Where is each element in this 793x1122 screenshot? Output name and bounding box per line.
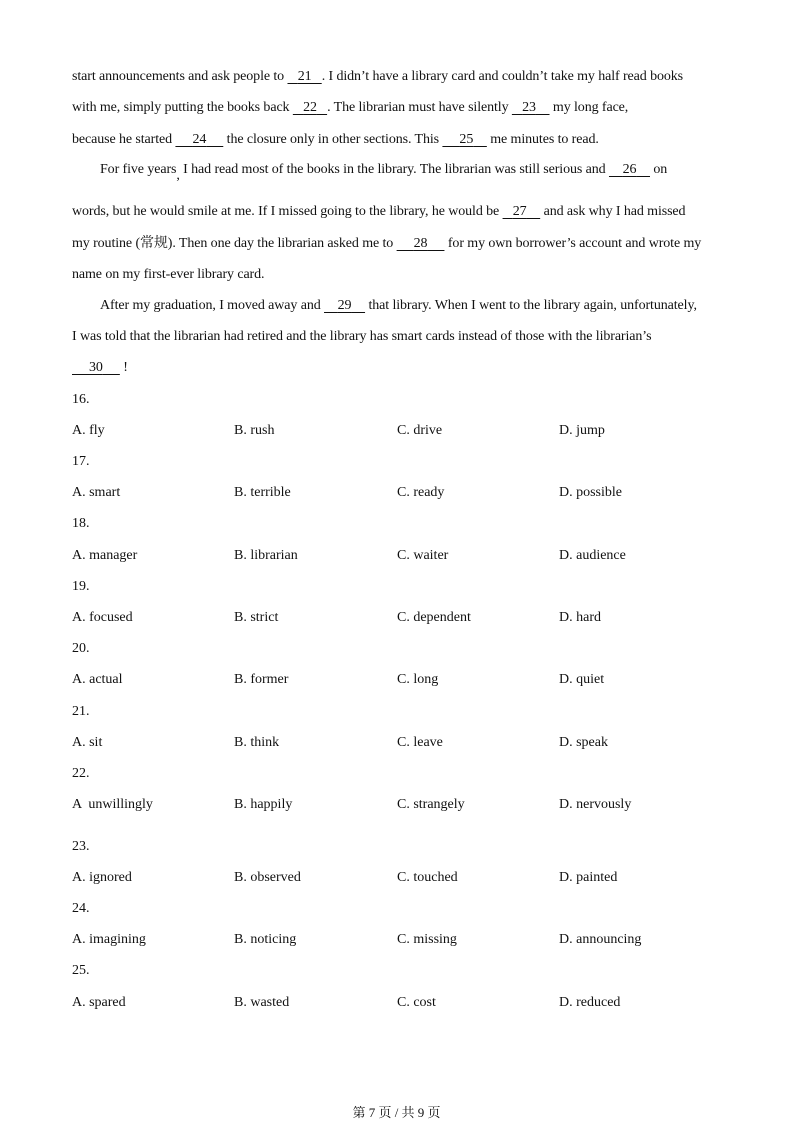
text: and ask why I had missed (540, 204, 686, 219)
option-d: D. quiet (559, 672, 605, 687)
question-number: 24. (72, 901, 90, 916)
option-d: D. audience (559, 548, 626, 563)
page-number-footer: 第 7 页 / 共 9 页 (352, 1105, 441, 1120)
option-d: D. reduced (559, 995, 621, 1010)
comma-mark: , (176, 168, 180, 183)
passage-line-10 (72, 359, 128, 377)
text: my long face, (549, 100, 629, 115)
text: After my graduation, I moved away and (100, 298, 325, 313)
blank-25: 25 (459, 132, 474, 147)
option-b: B. noticing (234, 932, 297, 947)
option-b: B. rush (234, 423, 275, 438)
question-number: 17. (72, 454, 90, 469)
option-b: B. think (234, 735, 280, 750)
option-a: A. manager (72, 548, 138, 563)
question-number: 25. (72, 963, 90, 978)
text: I had read most of the books in the library. The librarian was still serious and (179, 162, 609, 177)
option-a: A. ignored (72, 870, 132, 885)
option-c: C. cost (397, 995, 436, 1010)
option-a: A. sit (72, 735, 103, 750)
option-c: C. dependent (397, 610, 471, 625)
option-c: C. long (397, 672, 439, 687)
text: start announcements and ask people to (72, 69, 288, 84)
blank-22: 22 (303, 100, 317, 115)
option-d: D. painted (559, 870, 618, 885)
text: with me, simply putting the books back (72, 100, 293, 115)
text: me minutes to read. (486, 132, 599, 147)
option-b: B. former (234, 672, 289, 687)
blank-27: 27 (512, 204, 527, 219)
option-d: D. speak (559, 735, 608, 750)
option-a: A. fly (72, 423, 105, 438)
option-c: C. drive (397, 423, 443, 438)
option-a: A. spared (72, 995, 126, 1010)
option-a: A. focused (72, 610, 133, 625)
option-a: A. imagining (72, 932, 146, 947)
blank-23: 23 (522, 100, 536, 115)
text: my routine (常规). Then one day the librarian asked me to (72, 236, 397, 251)
question-number: 20. (72, 641, 90, 656)
option-a: A. actual (72, 672, 123, 687)
option-a: A. smart (72, 485, 121, 500)
question-number: 23. (72, 839, 90, 854)
blank-29: 29 (337, 298, 352, 313)
blank-26: 26 (622, 162, 637, 177)
passage-line-8 (100, 297, 697, 315)
blank-24: 24 (192, 132, 207, 147)
option-c: C. strangely (397, 797, 465, 812)
passage-line-5 (72, 203, 685, 221)
text: ! (119, 360, 128, 375)
question-number: 16. (72, 392, 90, 407)
passage-line-7 (72, 266, 264, 284)
question-number: 21. (72, 704, 90, 719)
question-number: 19. (72, 579, 90, 594)
option-b: B. observed (234, 870, 301, 885)
text: name on my first-ever library card. (72, 267, 265, 282)
option-d: D. possible (559, 485, 622, 500)
option-b: B. wasted (234, 995, 290, 1010)
option-b: B. terrible (234, 485, 291, 500)
option-c: C. missing (397, 932, 457, 947)
option-b: B. strict (234, 610, 279, 625)
passage-line-4 (100, 161, 668, 183)
option-d: D. announcing (559, 932, 642, 947)
option-d: D. nervously (559, 797, 632, 812)
blank-28: 28 (413, 236, 428, 251)
text: because he started (72, 132, 176, 147)
text: for my own borrower’s account and wrote my (444, 236, 702, 251)
passage-line-3 (72, 131, 599, 149)
option-c: C. waiter (397, 548, 449, 563)
blank-30: 30 (89, 360, 103, 375)
passage-line-1 (72, 68, 683, 86)
option-d: D. jump (559, 423, 605, 438)
option-c: C. leave (397, 735, 443, 750)
passage-line-6 (72, 235, 701, 253)
option-b: B. librarian (234, 548, 298, 563)
text: the closure only in other sections. This (223, 132, 443, 147)
text: that library. When I went to the library again, unfortunately, (365, 298, 697, 313)
text: . The librarian must have silently (327, 100, 512, 115)
text: . I didn’t have a library card and couldn’t take my half read books (321, 69, 684, 84)
text: on (650, 162, 668, 177)
passage-line-9 (72, 328, 651, 346)
text: I was told that the librarian had retired and the library has smart cards instead of those with the librarian’s (72, 329, 652, 344)
text: For five years (100, 162, 177, 177)
question-number: 18. (72, 516, 90, 531)
option-c: C. touched (397, 870, 458, 885)
option-c: C. ready (397, 485, 445, 500)
option-a: A unwillingly (72, 797, 153, 812)
blank-21: 21 (297, 69, 312, 84)
passage-line-2 (72, 99, 628, 117)
option-b: B. happily (234, 797, 293, 812)
text: words, but he would smile at me. If I missed going to the library, he would be (72, 204, 503, 219)
option-d: D. hard (559, 610, 601, 625)
question-number: 22. (72, 766, 90, 781)
